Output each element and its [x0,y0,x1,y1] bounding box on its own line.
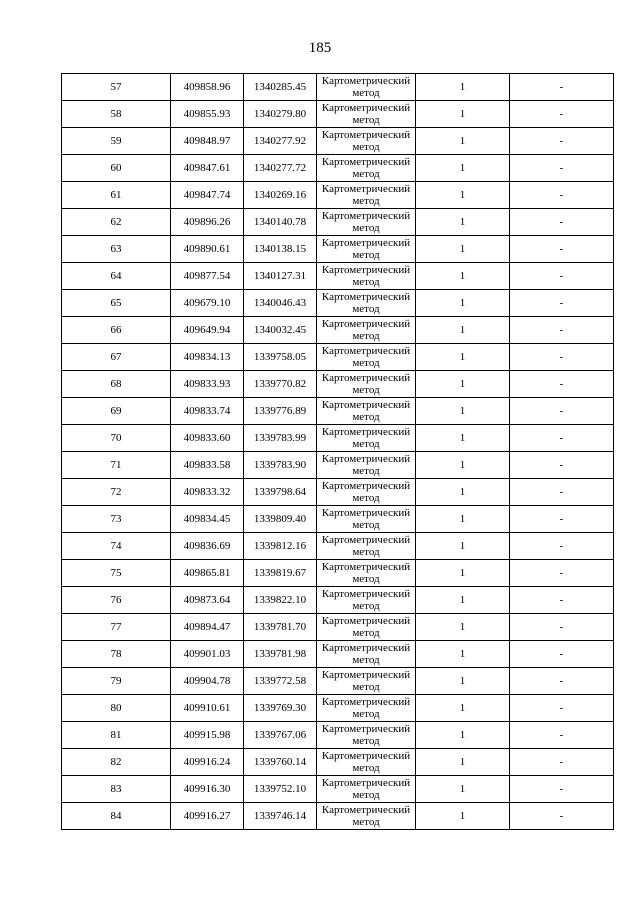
note-cell: - [510,263,614,290]
accuracy-cell: 1 [416,101,510,128]
y-coordinate-cell: 1339758.05 [244,344,317,371]
point-number-cell: 64 [62,263,171,290]
y-coordinate-cell: 1339769.30 [244,695,317,722]
table-row [62,236,614,263]
point-number-cell: 69 [62,398,171,425]
x-coordinate-cell: 409649.94 [171,317,244,344]
x-coordinate-cell: 409833.32 [171,479,244,506]
accuracy-cell: 1 [416,803,510,830]
x-coordinate-cell: 409858.96 [171,74,244,101]
x-coordinate-cell: 409904.78 [171,668,244,695]
accuracy-cell: 1 [416,317,510,344]
method-line-2: метод [352,708,380,720]
method-cell [317,317,416,344]
note-cell: - [510,155,614,182]
accuracy-cell: 1 [416,344,510,371]
method-line-1: Картометрический [321,615,411,627]
method-line-2: метод [352,627,380,639]
note-cell: - [510,398,614,425]
point-number-cell: 77 [62,614,171,641]
method-line-2: метод [352,168,380,180]
point-number-cell: 70 [62,425,171,452]
table-row [62,398,614,425]
point-number-cell: 63 [62,236,171,263]
method-line-2: метод [352,141,380,153]
method-line-2: метод [352,492,380,504]
accuracy-cell: 1 [416,695,510,722]
table-row [62,695,614,722]
x-coordinate-cell: 409890.61 [171,236,244,263]
x-coordinate-cell: 409847.74 [171,182,244,209]
y-coordinate-cell: 1339809.40 [244,506,317,533]
table-row [62,776,614,803]
method-line-2: метод [352,573,380,585]
method-cell [317,695,416,722]
y-coordinate-cell: 1340032.45 [244,317,317,344]
y-coordinate-cell: 1339819.67 [244,560,317,587]
y-coordinate-cell: 1339783.90 [244,452,317,479]
note-cell: - [510,425,614,452]
method-line-1: Картометрический [321,534,411,546]
point-number-cell: 71 [62,452,171,479]
method-line-1: Картометрический [321,75,411,87]
method-cell [317,263,416,290]
point-number-cell: 75 [62,560,171,587]
method-line-1: Картометрический [321,291,411,303]
accuracy-cell: 1 [416,128,510,155]
table-row [62,317,614,344]
coordinates-table [61,73,614,830]
note-cell: - [510,74,614,101]
x-coordinate-cell: 409894.47 [171,614,244,641]
accuracy-cell: 1 [416,641,510,668]
method-line-1: Картометрический [321,345,411,357]
table-row [62,128,614,155]
note-cell: - [510,668,614,695]
table-row [62,641,614,668]
method-line-2: метод [352,681,380,693]
table-row [62,344,614,371]
point-number-cell: 76 [62,587,171,614]
method-line-1: Картометрический [321,723,411,735]
method-cell [317,155,416,182]
y-coordinate-cell: 1339781.98 [244,641,317,668]
y-coordinate-cell: 1340269.16 [244,182,317,209]
x-coordinate-cell: 409915.98 [171,722,244,749]
accuracy-cell: 1 [416,398,510,425]
method-line-1: Картометрический [321,129,411,141]
point-number-cell: 61 [62,182,171,209]
note-cell: - [510,776,614,803]
method-line-1: Картометрический [321,777,411,789]
table-row [62,182,614,209]
method-cell [317,776,416,803]
method-cell [317,587,416,614]
y-coordinate-cell: 1340138.15 [244,236,317,263]
x-coordinate-cell: 409834.13 [171,344,244,371]
method-cell [317,506,416,533]
table-row [62,479,614,506]
method-line-2: метод [352,303,380,315]
page-number: 185 [308,40,332,56]
method-line-2: метод [352,222,380,234]
accuracy-cell: 1 [416,74,510,101]
point-number-cell: 73 [62,506,171,533]
method-line-1: Картометрический [321,264,411,276]
table-row [62,263,614,290]
method-line-1: Картометрический [321,669,411,681]
accuracy-cell: 1 [416,182,510,209]
x-coordinate-cell: 409916.24 [171,749,244,776]
point-number-cell: 74 [62,533,171,560]
y-coordinate-cell: 1339770.82 [244,371,317,398]
x-coordinate-cell: 409679.10 [171,290,244,317]
method-line-2: метод [352,195,380,207]
method-line-2: метод [352,330,380,342]
table-row [62,533,614,560]
x-coordinate-cell: 409833.60 [171,425,244,452]
x-coordinate-cell: 409873.64 [171,587,244,614]
note-cell: - [510,749,614,776]
note-cell: - [510,695,614,722]
note-cell: - [510,641,614,668]
method-line-1: Картометрический [321,750,411,762]
point-number-cell: 80 [62,695,171,722]
method-cell [317,236,416,263]
method-cell [317,641,416,668]
x-coordinate-cell: 409833.74 [171,398,244,425]
method-line-1: Картометрический [321,102,411,114]
table-row [62,155,614,182]
method-cell [317,371,416,398]
method-cell [317,101,416,128]
y-coordinate-cell: 1339776.89 [244,398,317,425]
method-line-2: метод [352,438,380,450]
accuracy-cell: 1 [416,722,510,749]
y-coordinate-cell: 1339746.14 [244,803,317,830]
accuracy-cell: 1 [416,209,510,236]
point-number-cell: 78 [62,641,171,668]
note-cell: - [510,290,614,317]
x-coordinate-cell: 409847.61 [171,155,244,182]
accuracy-cell: 1 [416,587,510,614]
accuracy-cell: 1 [416,263,510,290]
note-cell: - [510,236,614,263]
table-row [62,452,614,479]
method-cell [317,803,416,830]
point-number-cell: 59 [62,128,171,155]
method-cell [317,452,416,479]
method-line-1: Картометрический [321,696,411,708]
accuracy-cell: 1 [416,614,510,641]
method-line-1: Картометрический [321,210,411,222]
method-line-2: метод [352,384,380,396]
point-number-cell: 60 [62,155,171,182]
method-cell [317,533,416,560]
table-row [62,506,614,533]
point-number-cell: 72 [62,479,171,506]
point-number-cell: 58 [62,101,171,128]
method-line-2: метод [352,357,380,369]
y-coordinate-cell: 1340277.92 [244,128,317,155]
note-cell: - [510,479,614,506]
accuracy-cell: 1 [416,425,510,452]
x-coordinate-cell: 409833.58 [171,452,244,479]
y-coordinate-cell: 1339752.10 [244,776,317,803]
method-line-2: метод [352,114,380,126]
table-body [62,74,614,830]
y-coordinate-cell: 1339812.16 [244,533,317,560]
accuracy-cell: 1 [416,479,510,506]
accuracy-cell: 1 [416,776,510,803]
x-coordinate-cell: 409865.81 [171,560,244,587]
method-line-1: Картометрический [321,804,411,816]
method-line-2: метод [352,465,380,477]
method-line-2: метод [352,654,380,666]
accuracy-cell: 1 [416,236,510,263]
method-line-2: метод [352,600,380,612]
x-coordinate-cell: 409916.27 [171,803,244,830]
x-coordinate-cell: 409916.30 [171,776,244,803]
method-line-1: Картометрический [321,453,411,465]
point-number-cell: 66 [62,317,171,344]
y-coordinate-cell: 1339760.14 [244,749,317,776]
table-row [62,587,614,614]
method-cell [317,749,416,776]
method-line-1: Картометрический [321,588,411,600]
method-cell [317,398,416,425]
x-coordinate-cell: 409901.03 [171,641,244,668]
method-cell [317,209,416,236]
method-cell [317,290,416,317]
y-coordinate-cell: 1340127.31 [244,263,317,290]
method-line-1: Картометрический [321,318,411,330]
method-line-2: метод [352,411,380,423]
y-coordinate-cell: 1340140.78 [244,209,317,236]
y-coordinate-cell: 1340277.72 [244,155,317,182]
y-coordinate-cell: 1339783.99 [244,425,317,452]
accuracy-cell: 1 [416,155,510,182]
method-line-1: Картометрический [321,372,411,384]
method-cell [317,128,416,155]
point-number-cell: 81 [62,722,171,749]
point-number-cell: 67 [62,344,171,371]
accuracy-cell: 1 [416,506,510,533]
method-line-2: метод [352,546,380,558]
note-cell: - [510,344,614,371]
x-coordinate-cell: 409910.61 [171,695,244,722]
y-coordinate-cell: 1339798.64 [244,479,317,506]
method-line-2: метод [352,249,380,261]
accuracy-cell: 1 [416,290,510,317]
table-row [62,614,614,641]
method-cell [317,668,416,695]
method-cell [317,560,416,587]
method-cell [317,614,416,641]
table-row [62,290,614,317]
method-line-1: Картометрический [321,507,411,519]
method-cell [317,74,416,101]
method-line-2: метод [352,519,380,531]
method-cell [317,479,416,506]
method-line-2: метод [352,87,380,99]
table-row [62,722,614,749]
note-cell: - [510,371,614,398]
method-line-2: метод [352,816,380,828]
table-row [62,209,614,236]
method-line-2: метод [352,735,380,747]
note-cell: - [510,101,614,128]
note-cell: - [510,317,614,344]
method-line-1: Картометрический [321,399,411,411]
method-line-2: метод [352,276,380,288]
method-cell [317,722,416,749]
note-cell: - [510,587,614,614]
x-coordinate-cell: 409896.26 [171,209,244,236]
point-number-cell: 65 [62,290,171,317]
table-row [62,803,614,830]
x-coordinate-cell: 409848.97 [171,128,244,155]
note-cell: - [510,533,614,560]
table-row [62,371,614,398]
accuracy-cell: 1 [416,560,510,587]
x-coordinate-cell: 409833.93 [171,371,244,398]
table-row [62,668,614,695]
y-coordinate-cell: 1340279.80 [244,101,317,128]
method-line-2: метод [352,762,380,774]
method-line-1: Картометрический [321,561,411,573]
table-row [62,749,614,776]
method-cell [317,344,416,371]
point-number-cell: 57 [62,74,171,101]
note-cell: - [510,803,614,830]
point-number-cell: 62 [62,209,171,236]
note-cell: - [510,722,614,749]
x-coordinate-cell: 409834.45 [171,506,244,533]
table-row [62,560,614,587]
x-coordinate-cell: 409855.93 [171,101,244,128]
method-line-1: Картометрический [321,237,411,249]
y-coordinate-cell: 1340046.43 [244,290,317,317]
y-coordinate-cell: 1339767.06 [244,722,317,749]
method-line-2: метод [352,789,380,801]
point-number-cell: 83 [62,776,171,803]
accuracy-cell: 1 [416,371,510,398]
note-cell: - [510,506,614,533]
method-line-1: Картометрический [321,183,411,195]
x-coordinate-cell: 409877.54 [171,263,244,290]
y-coordinate-cell: 1340285.45 [244,74,317,101]
y-coordinate-cell: 1339772.58 [244,668,317,695]
note-cell: - [510,182,614,209]
method-line-1: Картометрический [321,480,411,492]
point-number-cell: 84 [62,803,171,830]
note-cell: - [510,209,614,236]
y-coordinate-cell: 1339822.10 [244,587,317,614]
table-row [62,101,614,128]
method-line-1: Картометрический [321,156,411,168]
point-number-cell: 79 [62,668,171,695]
table-row [62,425,614,452]
accuracy-cell: 1 [416,452,510,479]
note-cell: - [510,560,614,587]
note-cell: - [510,614,614,641]
accuracy-cell: 1 [416,533,510,560]
method-line-1: Картометрический [321,642,411,654]
method-line-1: Картометрический [321,426,411,438]
method-cell [317,182,416,209]
accuracy-cell: 1 [416,749,510,776]
accuracy-cell: 1 [416,668,510,695]
method-cell [317,425,416,452]
point-number-cell: 68 [62,371,171,398]
point-number-cell: 82 [62,749,171,776]
y-coordinate-cell: 1339781.70 [244,614,317,641]
table-row [62,74,614,101]
note-cell: - [510,452,614,479]
x-coordinate-cell: 409836.69 [171,533,244,560]
note-cell: - [510,128,614,155]
